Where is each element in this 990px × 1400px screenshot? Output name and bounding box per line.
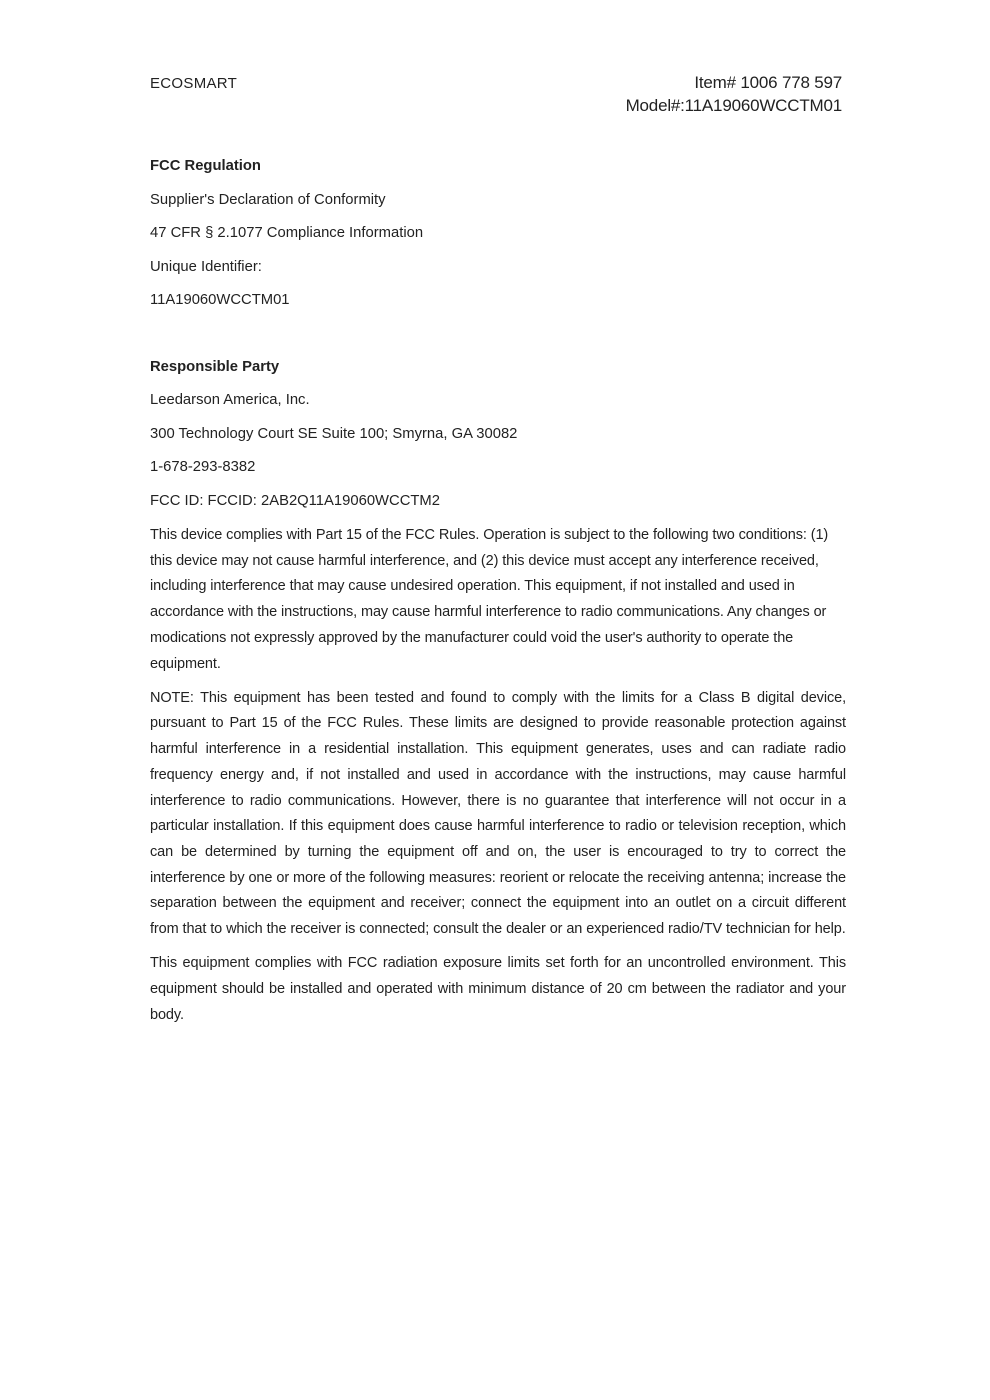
section-heading-fcc-regulation: FCC Regulation [150,158,261,174]
item-number-line: Item# 1006 778 597 [694,73,842,92]
section-heading-responsible-party: Responsible Party [150,358,280,375]
section-spacer [150,323,846,356]
page-header [150,72,842,117]
document-body [150,155,846,1037]
company-name-line: Leedarson America, Inc. [150,392,310,408]
supplier-declaration-line: Supplier's Declaration of Conformity [150,191,386,208]
header-item-model-block [626,72,842,117]
cfr-compliance-line: 47 CFR § 2.1077 Compliance Information [150,225,424,241]
company-address-line: 300 Technology Court SE Suite 100; Smyrna, GA 30082 [150,425,518,442]
phone-number-line: 1-678-293-8382 [150,459,256,475]
paragraph-rf-exposure: This equipment complies with FCC radiation exposure limits set forth for an uncontrolled environment. This equipment should be installed and operated with minimum distance of 20 cm between the radiator and your body. [150,955,846,1023]
unique-identifier-value: 11A19060WCCTM01 [150,292,290,308]
model-number-line: Model#:11A19060WCCTM01 [625,95,842,115]
unique-identifier-label: Unique Identifier: [150,258,262,275]
brand-text: ECOSMART [150,75,238,92]
paragraph-part15-compliance: This device complies with Part 15 of the FCC Rules. Operation is subject to the following two conditions: (1) this device may not cause harmful interference, and (2) this device must accept any interference received, including interference that may cause undesired operation. This equipment, if not installed and used in accordance with the instructions, may cause harmful interference to radio communications. Any changes or modications not expressly approved by the manufacturer could void the user's authority to operate the equipment. [150,527,829,672]
fcc-id-line: FCC ID: FCCID: 2AB2Q11A19060WCCTM2 [150,492,440,509]
paragraph-note-class-b: NOTE: This equipment has been tested and found to comply with the limits for a Class B digital device, pursuant to Part 15 of the FCC Rules. These limits are designed to provide reasonable protection against harmful interference in a residential installation. This equipment generates, uses and can radiate radio frequency energy and, if not installed and used in accordance with the instructions, may cause harmful interference to radio communications. However, there is no guarantee that interference will not occur in a particular installation. If this equipment does cause harmful interference to radio or television reception, which can be determined by turning the equipment off and on, the user is encouraged to try to correct the interference by one or more of the following measures: reorient or relocate the receiving antenna; increase the separation between the equipment and receiver; connect the equipment into an outlet on a circuit different from that to which the receiver is connected; consult the dealer or an experienced radio/TV technician for help. [150,689,846,938]
